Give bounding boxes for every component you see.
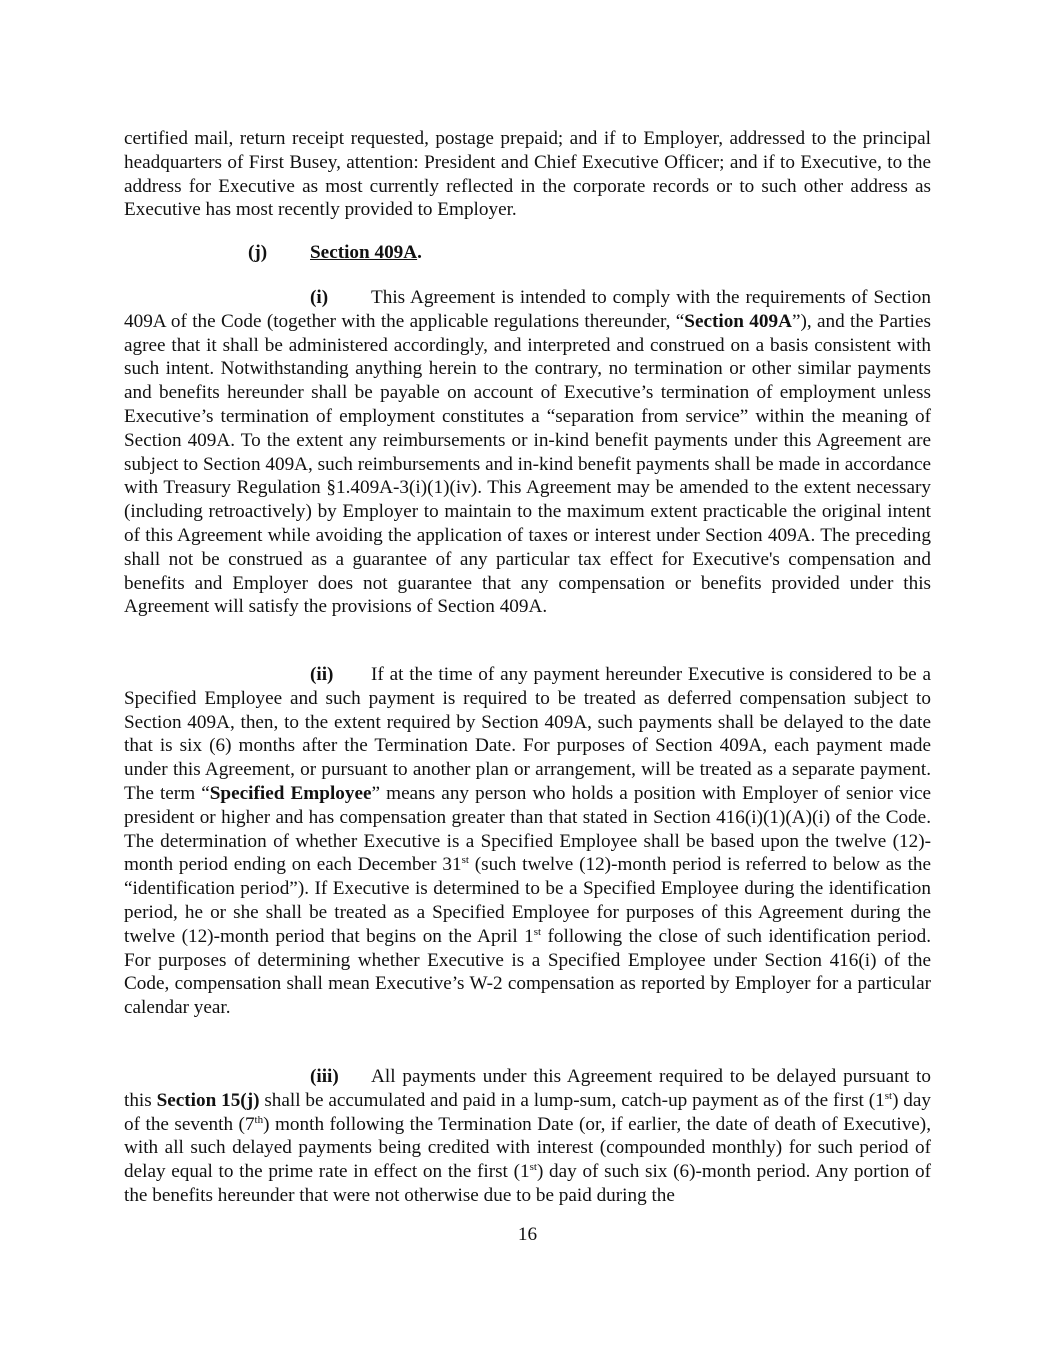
- section-title: Section 409A: [310, 242, 418, 263]
- subsection-ii: (ii) If at the time of any payment hereunder Executive is considered to be a Specified Employee and such payment is required to be treated as deferred compensation subject to Section 409A, then, to the extent required by Section 409A, such payments shall be delayed to the date that is six (6) months after the Termination Date. For purposes of Section 409A, each payment made under this Agreement, or pursuant to another plan or arrangement, will be treated as a separate payment. The term “Specified Employee” means any person who holds a position with Employer of senior vice president or higher and has compensation greater than that stated in Section 416(i)(1)(A)(i) of the Code. The determination of whether Executive is a Specified Employee shall be based upon the twelve (12)-month period ending on each December 31st (such twelve (12)-month period is referred to below as the “identification period”). If Executive is determined to be a Specified Employee during the identification period, he or she shall be treated as a Specified Employee for purposes of this Agreement during the twelve (12)-month period that begins on the April 1st following the close of such identification period. For purposes of determining whether Executive is a Specified Employee under Section 416(i) of the Code, compensation shall mean Executive’s W-2 compensation as reported by Employer for a particular calendar year.: [124, 664, 932, 1019]
- subsection-iii-label: (iii): [310, 1066, 339, 1087]
- defined-term-specified-employee: Specified Employee: [209, 782, 372, 804]
- section-heading: (j) Section 409A.: [248, 242, 422, 263]
- section-reference: Section 15(j): [156, 1089, 260, 1111]
- notice-paragraph: certified mail, return receipt requested, postage prepaid; and if to Employer, addressed to the principal headquarters of First Busey, attention: President and Chief Executive Officer; and if to Executive, to the address for Executive as most currently reflected in the corporate records or to such other address as Executive has most recently provided to Employer.: [124, 128, 931, 221]
- subsection-i-label: (i): [310, 287, 329, 308]
- subsection-i: (i) This Agreement is intended to comply with the requirements of Section 409A of the Code (together with the applicable regulations thereunder, “Section 409A”), and the Parties agree that it shall be administered accordingly, and interpreted and construed on a basis consistent with such intent. Notwithstanding anything herein to the contrary, no termination or other similar payments and benefits hereunder shall be payable on account of Executive’s termination of employment unless Executive’s termination of employment constitutes a “separation from service” within the meaning of Section 409A. To the extent any reimbursements or in-kind benefit payments under this Agreement are subject to Section 409A, such reimbursements and in-kind benefit payments shall be made in accordance with Treasury Regulation §1.409A-3(i)(1)(iv). This Agreement may be amended to the extent necessary (including retroactively) by Employer to maintain to the maximum extent practicable the original intent of this Agreement while avoiding the application of taxes or interest under Section 409A. The preceding shall not be construed as a guarantee of any particular tax effect for Executive's compensation and benefits and Employer does not guarantee that any compensation or benefits provided under this Agreement will satisfy the provisions of Section 409A.: [124, 287, 931, 618]
- subsection-ii-label: (ii): [310, 664, 334, 685]
- subsection-iii: (iii) All payments under this Agreement required to be delayed pursuant to this Section 15(j) shall be accumulated and paid in a lump-sum, catch-up payment as of the first (1st) day of the seventh (7th) month following the Termination Date (or, if earlier, the date of death of Executive), with all such delayed payments being credited with interest (compounded monthly) for such period of delay equal to the prime rate in effect on the first (1st) day of such six (6)-month period. Any portion of the benefits hereunder that were not otherwise due to be paid during the: [124, 1066, 932, 1206]
- section-number: (j): [248, 242, 268, 263]
- page-number: 16: [517, 1224, 538, 1245]
- defined-term-section-409a: Section 409A: [684, 310, 792, 332]
